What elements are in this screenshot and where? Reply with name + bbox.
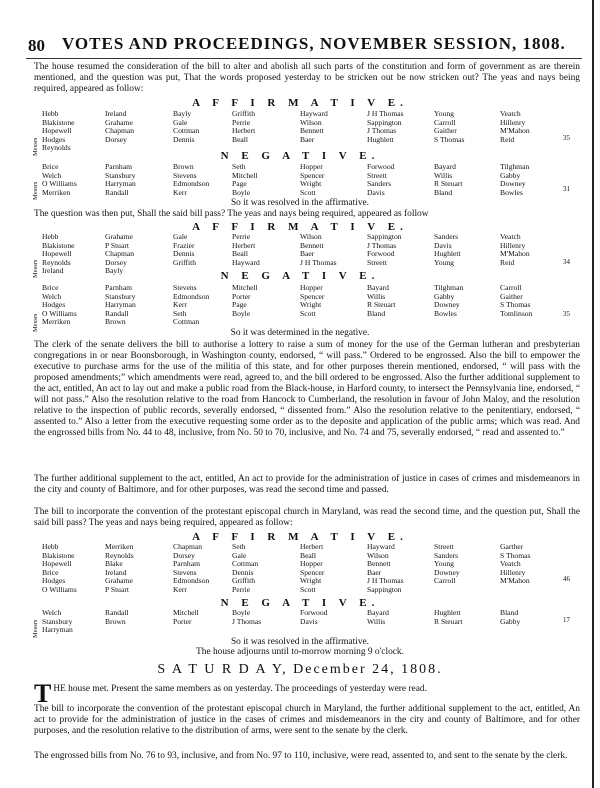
- member-name: Gaither: [434, 126, 457, 136]
- member-name: Davis: [300, 616, 318, 626]
- name-column: [367, 609, 389, 626]
- name-column: [500, 163, 529, 197]
- member-name: Blakistone: [42, 117, 75, 127]
- member-name: Young: [434, 559, 454, 569]
- member-name: Scott: [300, 308, 316, 318]
- member-name: Griffith: [173, 257, 197, 267]
- vote1-result: So it was resolved in the affirmative.: [230, 198, 370, 208]
- member-name: Spencer: [300, 567, 325, 577]
- name-column: [300, 543, 324, 595]
- member-name: Hopewell: [42, 559, 72, 569]
- member-name: Edmondson: [173, 291, 210, 301]
- member-name: Downey: [500, 179, 526, 189]
- name-column: [42, 543, 77, 595]
- member-name: Wright: [300, 576, 322, 586]
- member-name: Edmondson: [173, 576, 210, 586]
- member-name: Bennett: [300, 126, 324, 136]
- member-name: S Thomas: [500, 550, 531, 560]
- name-column: [173, 233, 196, 267]
- member-name: Reynolds: [42, 143, 71, 153]
- member-name: Hughlett: [367, 134, 394, 144]
- name-column: [500, 543, 530, 586]
- member-name: Herbert: [232, 240, 256, 250]
- member-name: Hillenry: [500, 240, 526, 250]
- member-name: Hebb: [42, 542, 59, 551]
- member-name: R Steuart: [367, 300, 396, 310]
- member-name: Beall: [232, 249, 249, 259]
- vote2-neg-count: 35: [563, 310, 570, 318]
- member-name: Kerr: [173, 300, 187, 310]
- member-name: Davis: [434, 240, 452, 250]
- member-name: S Thomas: [434, 134, 465, 144]
- adjournment: The house adjourns until to-morrow morning 9 o'clock.: [196, 647, 404, 657]
- member-name: Merriken: [105, 542, 134, 551]
- member-name: Welch: [42, 291, 62, 301]
- name-column: [173, 163, 209, 197]
- name-column: [434, 543, 460, 586]
- member-name: Brown: [173, 162, 194, 171]
- vote2-neg-messrs: Messrs: [32, 313, 39, 332]
- member-name: Hodges: [42, 134, 66, 144]
- member-name: Blake: [105, 559, 123, 569]
- member-name: Baer: [300, 249, 315, 259]
- member-name: Seth: [173, 308, 187, 318]
- member-name: Perrie: [232, 232, 251, 241]
- member-name: Carroll: [434, 576, 456, 586]
- member-name: Forwood: [367, 249, 395, 259]
- member-name: Brice: [42, 162, 59, 171]
- member-name: Chapman: [105, 126, 135, 136]
- member-name: Downey: [434, 567, 460, 577]
- member-name: Wilson: [300, 117, 322, 127]
- member-name: Stansbury: [42, 616, 73, 626]
- member-name: Page: [232, 179, 247, 189]
- member-name: Seth: [232, 162, 246, 171]
- member-name: Willis: [434, 170, 453, 180]
- name-column: [434, 233, 461, 267]
- member-name: J H Thomas: [367, 576, 404, 586]
- member-name: Hodges: [42, 300, 66, 310]
- member-name: Gale: [173, 232, 188, 241]
- member-name: Baer: [300, 134, 315, 144]
- member-name: Young: [434, 257, 454, 267]
- member-name: Dennis: [232, 567, 254, 577]
- member-name: Parnham: [105, 283, 132, 292]
- paragraph-further-supplement: The further additional supplement to the act, entitled, An act to provide for the administration of justice in cases of crimes and misdemeanors in the city and county of Baltimore, and for other purposes, was read the second time and passed.: [34, 474, 580, 495]
- member-name: Forwood: [367, 162, 395, 171]
- page-number: 80: [28, 36, 45, 55]
- member-name: Gaither: [500, 291, 523, 301]
- member-name: Beall: [232, 134, 249, 144]
- member-name: Parnham: [105, 162, 132, 171]
- name-column: [42, 163, 77, 197]
- member-name: Tilghman: [500, 162, 530, 171]
- member-name: Griffith: [232, 576, 256, 586]
- member-name: R Steuart: [434, 179, 463, 189]
- member-name: Bayard: [434, 162, 456, 171]
- member-name: Bland: [434, 187, 453, 197]
- member-name: Mitchell: [232, 170, 258, 180]
- member-name: Kerr: [173, 187, 187, 197]
- member-name: Hillenry: [500, 117, 526, 127]
- paragraph-clerk-senate: The clerk of the senate delivers the bill to authorise a lottery to raise a sum of money for the use of the German lutheran and presbyterian congregations in or near Boonsborough, in Washington county, endorsed, “ will pass.” Ordered to be engrossed. Also the bill to empower the executive to purchase arms for the use of the militia of this state, and for other purposes therein mentioned, endorsed, “ will pass with the proposed amendments;” which amendments were read, agreed to, and the bill ordered to be engrossed. Also the further additional supplement to the act, entitled, An act to lay out and make a public road from the Black-house, in Harford county, to intersect the Pennsylvania line, endorsed, “ will not pass.” Also the resolution relative to the road from Hancock to Cumberland, the resolution in favour of John Maloy, and the resolution relative to the inspection of public records, severally endorsed, “ dissented from.” Also the resolution relative to the penitentiary, endorsed, “ assented to.” Also a letter from the executive requesting some order as to the deposite and application of the public arms; which was read. And the engrossed bills from No. 44 to 48, inclusive, from No. 50 to 70, inclusive, and No. 74 and 75, severally endorsed, “ read and assented to.”: [34, 340, 580, 438]
- name-column: [105, 609, 129, 626]
- saturday-heading: S A T U R D A Y, December 24, 1808.: [157, 662, 443, 677]
- member-name: Perrie: [232, 117, 251, 127]
- member-name: Kerr: [173, 584, 187, 594]
- member-name: Randall: [105, 187, 129, 197]
- member-name: Young: [434, 109, 454, 118]
- name-column: [42, 284, 77, 327]
- member-name: Brice: [42, 567, 59, 577]
- member-name: Perrie: [232, 584, 251, 594]
- member-name: Grahame: [105, 117, 133, 127]
- member-name: R Steuart: [434, 616, 463, 626]
- member-name: Cottman: [232, 559, 259, 569]
- member-name: Veatch: [500, 559, 521, 569]
- member-name: Bennett: [367, 559, 391, 569]
- member-name: Streett: [367, 257, 387, 267]
- vote2-affirm-heading: A F F I R M A T I V E.: [192, 221, 408, 233]
- paragraph-bills-sent: The bill to incorporate the convention of the protestant episcopal church in Maryland, the further additional supplement to the act, entitled, An act to provide for the administration of justice in the cases of crimes and misdemeanors in the city and county of Baltimore, and for other purposes, and the resolution relative to the distribution of arms, were sent to the senate by the clerk.: [34, 704, 580, 736]
- member-name: Boyle: [232, 308, 251, 318]
- vote2-affirm-count: 34: [563, 258, 570, 266]
- member-name: Beall: [300, 550, 317, 560]
- member-name: Chapman: [105, 249, 135, 259]
- member-name: Tomlinson: [500, 308, 533, 318]
- member-name: Blakistone: [42, 550, 75, 560]
- member-name: Hayward: [367, 542, 395, 551]
- member-name: Spencer: [300, 170, 325, 180]
- member-name: Tilghman: [434, 283, 464, 292]
- member-name: Brice: [42, 283, 59, 292]
- member-name: Harryman: [42, 625, 73, 635]
- name-column: [232, 609, 261, 626]
- member-name: P Stuart: [105, 584, 129, 594]
- member-name: Forwood: [300, 608, 328, 617]
- name-column: [300, 163, 324, 197]
- member-name: Ireland: [105, 109, 127, 118]
- vote3-neg-list: [42, 609, 562, 637]
- name-column: [367, 233, 402, 267]
- vote2-neg-heading: N E G A T I V E.: [220, 270, 380, 282]
- member-name: Reid: [500, 257, 515, 267]
- name-column: [173, 284, 209, 327]
- member-name: M'Mahon: [500, 249, 530, 259]
- member-name: Mitchell: [173, 608, 199, 617]
- member-name: Harryman: [105, 179, 136, 189]
- member-name: Grahame: [105, 576, 133, 586]
- name-column: [367, 163, 394, 197]
- member-name: Dorsey: [173, 550, 195, 560]
- member-name: M'Mahon: [500, 126, 530, 136]
- member-name: Streett: [367, 170, 387, 180]
- page-header: [28, 34, 576, 56]
- member-name: Bowles: [434, 308, 457, 318]
- vote1-affirm-heading: A F F I R M A T I V E.: [192, 97, 408, 109]
- member-name: Bayard: [367, 283, 389, 292]
- vote1-neg-list: [42, 163, 562, 199]
- member-name: Hodges: [42, 576, 66, 586]
- member-name: Parnham: [173, 559, 200, 569]
- member-name: Davis: [367, 187, 385, 197]
- name-column: [42, 609, 73, 635]
- name-column: [232, 163, 258, 197]
- member-name: Willis: [367, 616, 386, 626]
- member-name: Boyle: [232, 187, 251, 197]
- member-name: Welch: [42, 170, 62, 180]
- vote1-neg-heading: N E G A T I V E.: [220, 150, 380, 162]
- member-name: Ireland: [105, 567, 127, 577]
- member-name: Dennis: [173, 134, 195, 144]
- member-name: Wilson: [367, 550, 389, 560]
- member-name: Stansbury: [105, 291, 136, 301]
- name-column: [434, 284, 463, 318]
- member-name: J Thomas: [367, 126, 397, 136]
- member-name: Garther: [500, 542, 524, 551]
- name-column: [232, 110, 255, 144]
- member-name: M'Mahon: [500, 576, 530, 586]
- member-name: Cottman: [173, 126, 200, 136]
- name-column: [105, 163, 136, 197]
- vote2-result: So it was determined in the negative.: [230, 328, 370, 338]
- member-name: O Williams: [42, 584, 77, 594]
- member-name: Randall: [105, 308, 129, 318]
- member-name: Hopewell: [42, 249, 72, 259]
- member-name: Gale: [232, 550, 247, 560]
- vote3-affirm-list: [42, 543, 562, 596]
- member-name: Bowles: [500, 187, 523, 197]
- vote2-neg-list: [42, 284, 562, 329]
- member-name: Veatch: [500, 109, 521, 118]
- header-rule: [26, 58, 582, 59]
- member-name: J H Thomas: [367, 109, 404, 118]
- name-column: [232, 233, 260, 267]
- member-name: Welch: [42, 608, 62, 617]
- member-name: Brown: [105, 317, 126, 327]
- member-name: Willis: [367, 291, 386, 301]
- paragraph-engrossed-bills: The engrossed bills from No. 76 to 93, inclusive, and from No. 97 to 110, inclusive, were read, assented to, and sent to the senate by the clerk.: [34, 751, 568, 761]
- name-column: [434, 110, 464, 144]
- name-column: [300, 609, 327, 626]
- member-name: Porter: [232, 291, 251, 301]
- member-name: Edmondson: [173, 179, 210, 189]
- member-name: Merriken: [42, 317, 71, 327]
- member-name: Hayward: [232, 257, 260, 267]
- member-name: Mitchell: [232, 283, 258, 292]
- member-name: P Stuart: [105, 240, 129, 250]
- member-name: Bayly: [173, 109, 192, 118]
- vote3-neg-heading: N E G A T I V E.: [220, 597, 380, 609]
- member-name: Reid: [500, 134, 515, 144]
- name-column: [232, 284, 258, 318]
- member-name: Dorsey: [105, 134, 127, 144]
- member-name: Sanders: [434, 232, 459, 241]
- paragraph-house-met: [34, 679, 580, 708]
- member-name: Dorsey: [105, 257, 127, 267]
- name-column: [173, 609, 199, 626]
- member-name: Stevens: [173, 170, 197, 180]
- vote1-neg-messrs: Messrs: [32, 181, 39, 200]
- name-column: [173, 543, 209, 595]
- vote3-neg-count: 17: [563, 616, 570, 624]
- member-name: Stevens: [173, 567, 197, 577]
- member-name: Harryman: [105, 300, 136, 310]
- member-name: O Williams: [42, 179, 77, 189]
- member-name: J Thomas: [367, 240, 397, 250]
- member-name: Hughlett: [434, 249, 461, 259]
- name-column: [300, 233, 337, 267]
- name-column: [105, 110, 134, 144]
- member-name: Bayard: [367, 608, 389, 617]
- member-name: Scott: [300, 187, 316, 197]
- page-title: VOTES AND PROCEEDINGS, NOVEMBER SESSION, 1808.: [62, 34, 566, 53]
- page-edge: [592, 0, 594, 788]
- name-column: [500, 233, 530, 267]
- name-column: [42, 110, 74, 153]
- member-name: Randall: [105, 608, 129, 617]
- member-name: S Thomas: [500, 300, 531, 310]
- member-name: Carroll: [434, 117, 456, 127]
- member-name: Bland: [500, 608, 519, 617]
- member-name: J Thomas: [232, 616, 262, 626]
- member-name: Sanders: [434, 550, 459, 560]
- member-name: Gabby: [500, 616, 521, 626]
- name-column: [500, 609, 520, 626]
- name-column: [500, 284, 532, 318]
- member-name: Porter: [173, 616, 192, 626]
- name-column: [367, 110, 404, 144]
- name-column: [300, 110, 328, 144]
- member-name: Hopper: [300, 162, 323, 171]
- member-name: Wright: [300, 300, 322, 310]
- name-column: [434, 609, 462, 626]
- member-name: Carroll: [500, 283, 522, 292]
- member-name: Hillenry: [500, 567, 526, 577]
- member-name: Hebb: [42, 232, 59, 241]
- member-name: Streett: [434, 542, 454, 551]
- question-pass: The question was then put, Shall the said bill pass? The yeas and nays being required, appeared as follow: [34, 209, 429, 219]
- vote3-affirm-heading: A F F I R M A T I V E.: [192, 531, 408, 543]
- name-column: [232, 543, 258, 595]
- member-name: Wilson: [300, 232, 322, 241]
- member-name: Bayly: [105, 266, 124, 276]
- member-name: Veatch: [500, 232, 521, 241]
- member-name: Sanders: [367, 179, 392, 189]
- member-name: Stevens: [173, 283, 197, 292]
- name-column: [173, 110, 199, 144]
- name-column: [105, 543, 134, 595]
- member-name: Grahame: [105, 232, 133, 241]
- member-name: Griffith: [232, 109, 256, 118]
- drop-cap: T: [34, 679, 52, 708]
- member-name: Reynolds: [42, 257, 71, 267]
- name-column: [434, 163, 462, 197]
- paragraph-resumed: The house resumed the consideration of the bill to alter and abolish all such parts of the constitution and form of government as are therein mentioned, and the question was put, That the words proposed yesterday to be stricken out be now stricken out? The yeas and nays being required, appeared as follow:: [34, 62, 580, 94]
- vote2-affirm-messrs: Messrs: [32, 259, 39, 278]
- member-name: Bland: [367, 308, 386, 318]
- member-name: Sappington: [367, 232, 402, 241]
- member-name: Merriken: [42, 187, 71, 197]
- house-met-text: HE house met. Present the same members as on yesterday. The proceedings of yesterday were read.: [53, 684, 427, 694]
- member-name: Boyle: [232, 608, 251, 617]
- member-name: Hopper: [300, 283, 323, 292]
- member-name: Cottman: [173, 317, 200, 327]
- member-name: Gale: [173, 117, 188, 127]
- member-name: Baer: [367, 567, 382, 577]
- member-name: Ireland: [42, 266, 64, 276]
- vote3-affirm-count: 46: [563, 575, 570, 583]
- name-column: [105, 284, 136, 327]
- name-column: [500, 110, 530, 144]
- member-name: Wright: [300, 179, 322, 189]
- member-name: Reynolds: [105, 550, 134, 560]
- member-name: Sappington: [367, 117, 402, 127]
- member-name: Hughlett: [434, 608, 461, 617]
- member-name: Page: [232, 300, 247, 310]
- member-name: J H Thomas: [300, 257, 337, 267]
- member-name: Bennett: [300, 240, 324, 250]
- member-name: Brown: [105, 616, 126, 626]
- vote3-result: So it was resolved in the affirmative.: [230, 637, 370, 647]
- member-name: Frazier: [173, 240, 195, 250]
- name-column: [367, 284, 395, 318]
- member-name: Gabby: [434, 291, 455, 301]
- member-name: Hopewell: [42, 126, 72, 136]
- member-name: Downey: [434, 300, 460, 310]
- member-name: O Williams: [42, 308, 77, 318]
- name-column: [300, 284, 324, 318]
- member-name: Hopper: [300, 559, 323, 569]
- member-name: Sappington: [367, 584, 402, 594]
- member-name: Spencer: [300, 291, 325, 301]
- vote1-neg-count: 31: [563, 185, 570, 193]
- member-name: Seth: [232, 542, 246, 551]
- member-name: Herbert: [300, 542, 324, 551]
- vote1-affirm-messrs: Messrs: [32, 137, 39, 156]
- paragraph-episcopal-bill: The bill to incorporate the convention of the protestant episcopal church in Maryland, was read the second time, and the question put, Shall the said bill pass? The yeas and nays being required, appeared as follow:: [34, 507, 580, 528]
- member-name: Hayward: [300, 109, 328, 118]
- vote3-neg-messrs: Messrs: [32, 619, 39, 638]
- member-name: Chapman: [173, 542, 203, 551]
- member-name: Scott: [300, 584, 316, 594]
- member-name: Hebb: [42, 109, 59, 118]
- member-name: Gabby: [500, 170, 521, 180]
- member-name: Dennis: [173, 249, 195, 259]
- member-name: Stansbury: [105, 170, 136, 180]
- member-name: Herbert: [232, 126, 256, 136]
- name-column: [367, 543, 404, 595]
- member-name: Blakistone: [42, 240, 75, 250]
- vote1-affirm-count: 35: [563, 134, 570, 142]
